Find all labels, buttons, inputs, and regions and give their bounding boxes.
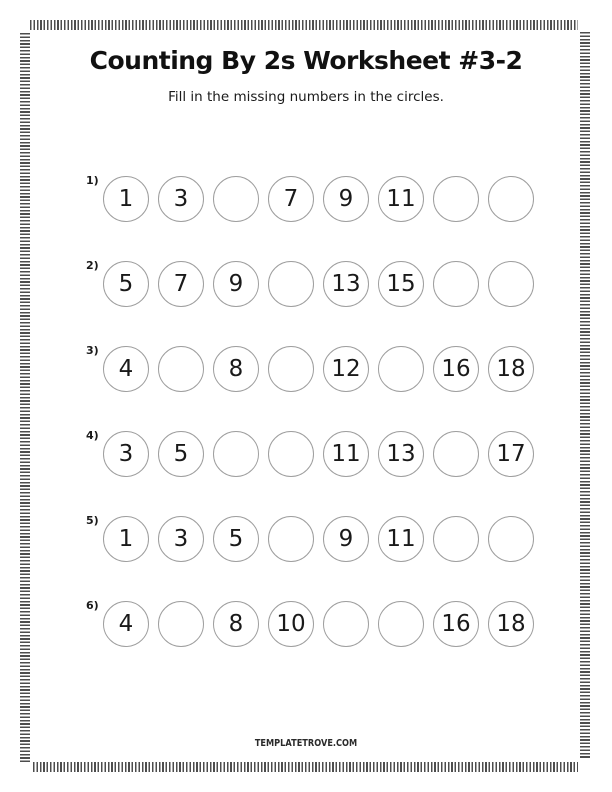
number-circle: 11 bbox=[378, 516, 424, 562]
page-border-right bbox=[580, 32, 590, 758]
empty-circle[interactable] bbox=[213, 176, 259, 222]
row-label: 3) bbox=[86, 344, 99, 357]
number-circle: 18 bbox=[488, 601, 534, 647]
row-label: 4) bbox=[86, 429, 99, 442]
number-circle: 11 bbox=[378, 176, 424, 222]
page-border-top bbox=[30, 20, 578, 30]
number-circle: 9 bbox=[323, 176, 369, 222]
number-circle: 18 bbox=[488, 346, 534, 392]
number-circle: 5 bbox=[158, 431, 204, 477]
empty-circle[interactable] bbox=[488, 516, 534, 562]
empty-circle[interactable] bbox=[268, 346, 314, 392]
empty-circle[interactable] bbox=[488, 261, 534, 307]
row-label: 1) bbox=[86, 174, 99, 187]
number-circle: 12 bbox=[323, 346, 369, 392]
number-circle: 3 bbox=[103, 431, 149, 477]
number-circle: 16 bbox=[433, 346, 479, 392]
number-circle: 13 bbox=[323, 261, 369, 307]
empty-circle[interactable] bbox=[433, 176, 479, 222]
number-row bbox=[86, 514, 534, 564]
empty-circle[interactable] bbox=[378, 601, 424, 647]
number-circle: 1 bbox=[103, 176, 149, 222]
number-circle: 3 bbox=[158, 176, 204, 222]
row-label: 2) bbox=[86, 259, 99, 272]
empty-circle[interactable] bbox=[268, 261, 314, 307]
number-circle: 10 bbox=[268, 601, 314, 647]
row-label: 6) bbox=[86, 599, 99, 612]
footer-credit: TEMPLATETROVE.COM bbox=[254, 738, 358, 749]
empty-circle[interactable] bbox=[268, 431, 314, 477]
number-row bbox=[86, 174, 534, 224]
number-circle: 3 bbox=[158, 516, 204, 562]
empty-circle[interactable] bbox=[323, 601, 369, 647]
number-rows bbox=[86, 174, 534, 684]
empty-circle[interactable] bbox=[213, 431, 259, 477]
row-label: 5) bbox=[86, 514, 99, 527]
number-circle: 9 bbox=[213, 261, 259, 307]
number-circle: 9 bbox=[323, 516, 369, 562]
number-circle: 5 bbox=[213, 516, 259, 562]
number-circle: 5 bbox=[103, 261, 149, 307]
empty-circle[interactable] bbox=[268, 516, 314, 562]
number-circle: 4 bbox=[103, 346, 149, 392]
empty-circle[interactable] bbox=[158, 346, 204, 392]
empty-circle[interactable] bbox=[488, 176, 534, 222]
number-circle: 16 bbox=[433, 601, 479, 647]
empty-circle[interactable] bbox=[378, 346, 424, 392]
instructions-text: Fill in the missing numbers in the circles. bbox=[168, 89, 444, 105]
number-row bbox=[86, 344, 534, 394]
number-circle: 15 bbox=[378, 261, 424, 307]
number-circle: 4 bbox=[103, 601, 149, 647]
number-circle: 17 bbox=[488, 431, 534, 477]
number-circle: 7 bbox=[268, 176, 314, 222]
number-circle: 11 bbox=[323, 431, 369, 477]
empty-circle[interactable] bbox=[433, 431, 479, 477]
number-row bbox=[86, 599, 534, 649]
number-row bbox=[86, 429, 534, 479]
number-circle: 7 bbox=[158, 261, 204, 307]
empty-circle[interactable] bbox=[433, 516, 479, 562]
number-circle: 8 bbox=[213, 346, 259, 392]
empty-circle[interactable] bbox=[158, 601, 204, 647]
empty-circle[interactable] bbox=[433, 261, 479, 307]
page-title: Counting By 2s Worksheet #3-2 bbox=[89, 46, 523, 75]
number-circle: 8 bbox=[213, 601, 259, 647]
number-circle: 13 bbox=[378, 431, 424, 477]
number-row bbox=[86, 259, 534, 309]
page-border-left bbox=[20, 33, 30, 763]
number-circle: 1 bbox=[103, 516, 149, 562]
page-border-bottom bbox=[33, 762, 578, 772]
